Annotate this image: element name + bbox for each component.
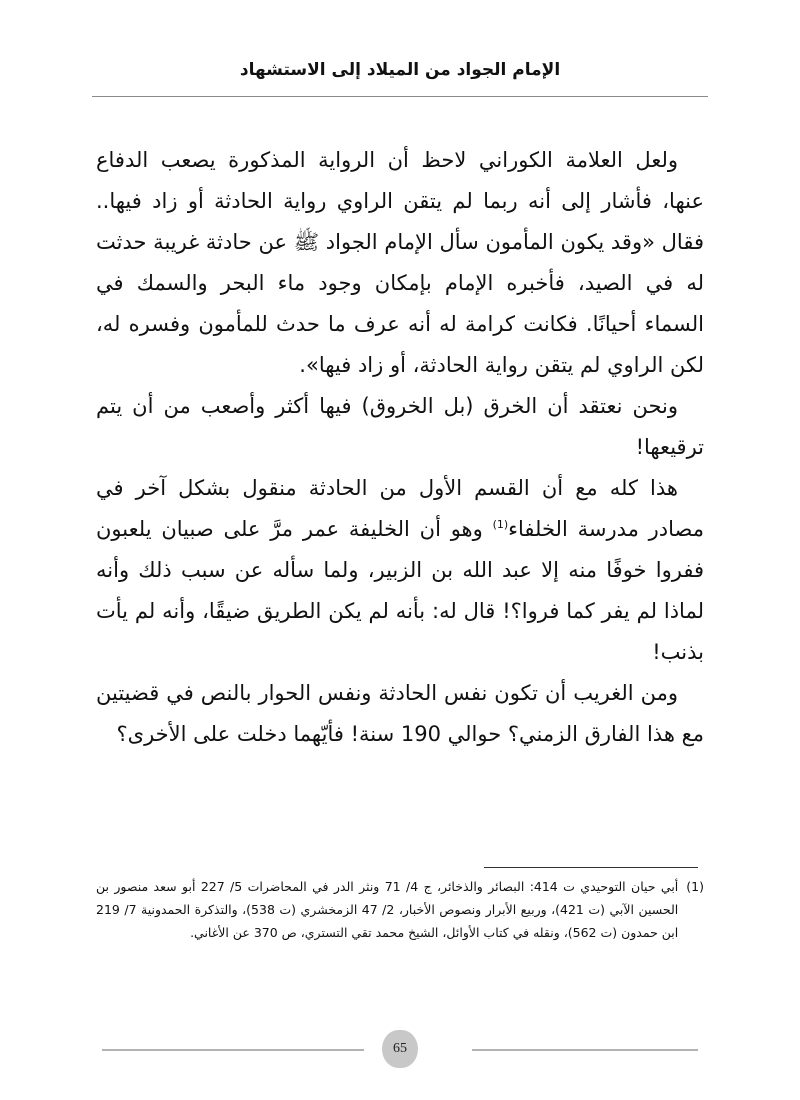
paragraph-text: وهو أن الخليفة عمر مرَّ على صبيان يلعبون ففروا خوفًا منه إلا عبد الله بن الزبير، ولما سأله عن سبب ذلك وأنه لماذا لم يفر كما فروا؟! قال له: بأنه لم يكن الطريق ضيقًا، وأنه لم يأت بذنب! [96, 517, 704, 664]
running-header: الإمام الجواد من الميلاد إلى الاستشهاد [239, 60, 561, 80]
page-number-badge [382, 1030, 418, 1068]
footnote [96, 875, 704, 944]
paragraph [96, 468, 704, 673]
body-text [96, 140, 704, 755]
footnote-text: أبي حيان التوحيدي ت 414: البصائر والذخائر، ج 4/ 71 ونثر الدر في المحاضرات 5/ 227 أبو سعد منصور بن الحسين الآبي (ت 421)، وربيع الأبرار ونصوص الأخبار، 2/ 47 الزمخشري (ت 538)، والتذكرة الحمدونية 7/ 219 ابن حمدون (ت 562)، ونقله في كتاب الأوائل، الشيخ محمد تقي التستري، ص 370 عن الأغاني. [96, 879, 679, 940]
footnote-reference[interactable]: (1) [492, 518, 509, 531]
page-footer [102, 1030, 698, 1070]
paragraph: ونحن نعتقد أن الخرق (بل الخروق) فيها أكثر وأصعب من أن يتم ترقيعها! [96, 394, 704, 459]
footnote-number: (1) [686, 879, 704, 894]
footnotes [96, 875, 704, 944]
header-rule [92, 96, 708, 97]
paragraph: ولعل العلامة الكوراني لاحظ أن الرواية المذكورة يصعب الدفاع عنها، فأشار إلى أنه ربما لم يتقن الراوي رواية الحادثة أو زاد فيها.. فقال «وقد يكون المأمون سأل الإمام الجواد ﷺ عن حادثة غريبة حدثت له في الصيد، فأخبره الإمام بإمكان وجود ماء البحر والسمك في السماء أحيانًا. فكانت كرامة له أنه عرف ما حدث للمأمون وفسره له، لكن الراوي لم يتقن رواية الحادثة، أو زاد فيها». [96, 148, 704, 377]
page-number: 65 [393, 1041, 407, 1056]
paragraph-text: هذا كله مع أن القسم الأول من الحادثة منقول بشكل آخر في مصادر مدرسة الخلفاء [96, 476, 704, 541]
footnote-separator [484, 867, 698, 868]
paragraph: ومن الغريب أن تكون نفس الحادثة ونفس الحوار بالنص في قضيتين مع هذا الفارق الزمني؟ حوالي 190 سنة! فأيّهما دخلت على الأخرى؟ [96, 681, 704, 746]
footer-rule [102, 1049, 364, 1051]
footer-rule [472, 1049, 698, 1051]
